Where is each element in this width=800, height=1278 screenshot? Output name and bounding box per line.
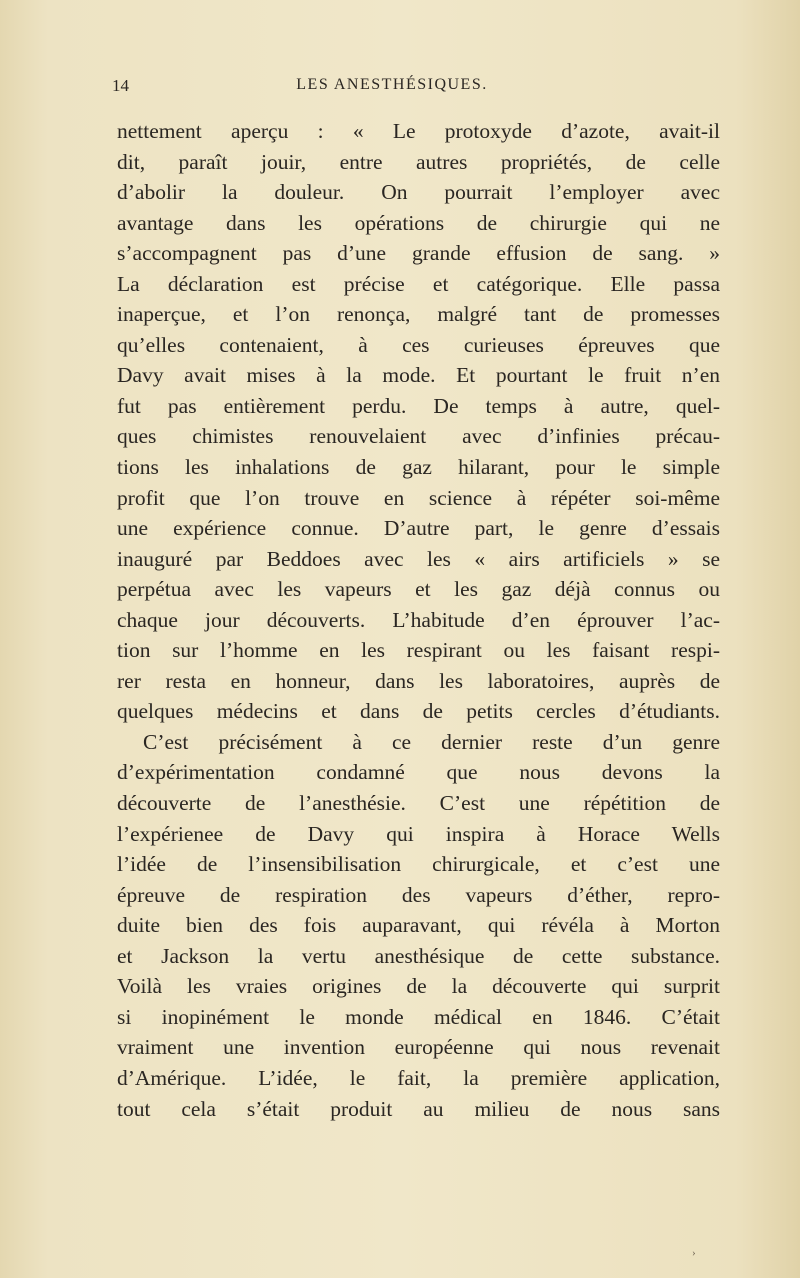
text-line: avantage dans les opérations de chirurgie qui ne: [117, 210, 720, 235]
text-line: d’abolir la douleur. On pourrait l’employer avec: [117, 180, 720, 205]
text-line: épreuve de respiration des vapeurs d’éther, repro-: [117, 882, 720, 907]
text-line: tion sur l’homme en les respirant ou les faisant respi-: [117, 638, 720, 663]
text-line: Davy avait mises à la mode. Et pourtant le fruit n’en: [117, 363, 720, 388]
text-line: Voilà les vraies origines de la découverte qui surprit: [117, 974, 720, 999]
text-line: vraiment une invention européenne qui nous revenait: [117, 1035, 720, 1060]
body-text: [117, 116, 720, 1124]
text-line: tions les inhalations de gaz hilarant, pour le simple: [117, 455, 720, 480]
text-line: perpétua avec les vapeurs et les gaz déjà connus ou: [117, 577, 720, 602]
page-number: 14: [112, 76, 129, 95]
text-line: l’idée de l’insensibilisation chirurgicale, et c’est une: [117, 852, 720, 877]
printer-mark: ›: [692, 1247, 696, 1259]
text-line: l’expérienee de Davy qui inspira à Horace Wells: [117, 821, 720, 846]
text-line: inaperçue, et l’on renonça, malgré tant de promesses: [117, 302, 720, 327]
page-header: [112, 76, 672, 104]
text-line: qu’elles contenaient, à ces curieuses épreuves que: [117, 332, 720, 357]
text-line: fut pas entièrement perdu. De temps à autre, quel-: [117, 393, 720, 418]
text-line: si inopinément le monde médical en 1846. C’était: [117, 1004, 720, 1029]
text-line: d’Amérique. L’idée, le fait, la première application,: [117, 1065, 720, 1090]
text-line: chaque jour découverts. L’habitude d’en éprouver l’ac-: [117, 607, 720, 632]
text-line: une expérience connue. D’autre part, le genre d’essais: [117, 516, 720, 541]
paragraph-start-line: C’est précisément à ce dernier reste d’un genre: [143, 729, 720, 754]
text-line: inauguré par Beddoes avec les « airs artificiels » se: [117, 546, 720, 571]
text-line: duite bien des fois auparavant, qui révéla à Morton: [117, 913, 720, 938]
text-line: nettement aperçu : « Le protoxyde d’azote, avait-il: [117, 119, 720, 143]
text-line: quelques médecins et dans de petits cercles d’étudiants.: [117, 699, 720, 724]
text-line: d’expérimentation condamné que nous devons la: [117, 760, 720, 785]
running-title: LES ANESTHÉSIQUES.: [296, 76, 488, 93]
text-line: rer resta en honneur, dans les laboratoires, auprès de: [117, 668, 720, 693]
text-line: La déclaration est précise et catégorique. Elle passa: [117, 271, 720, 296]
text-line: tout cela s’était produit au milieu de nous sans: [117, 1096, 720, 1121]
text-line: ques chimistes renouvelaient avec d’infinies précau-: [117, 424, 720, 449]
text-line: et Jackson la vertu anesthésique de cette substance.: [117, 943, 720, 968]
text-line: découverte de l’anesthésie. C’est une répétition de: [117, 791, 720, 816]
text-line: profit que l’on trouve en science à répéter soi-même: [117, 485, 720, 510]
text-line: dit, paraît jouir, entre autres propriétés, de celle: [117, 149, 720, 174]
text-line: s’accompagnent pas d’une grande effusion de sang. »: [117, 241, 720, 266]
